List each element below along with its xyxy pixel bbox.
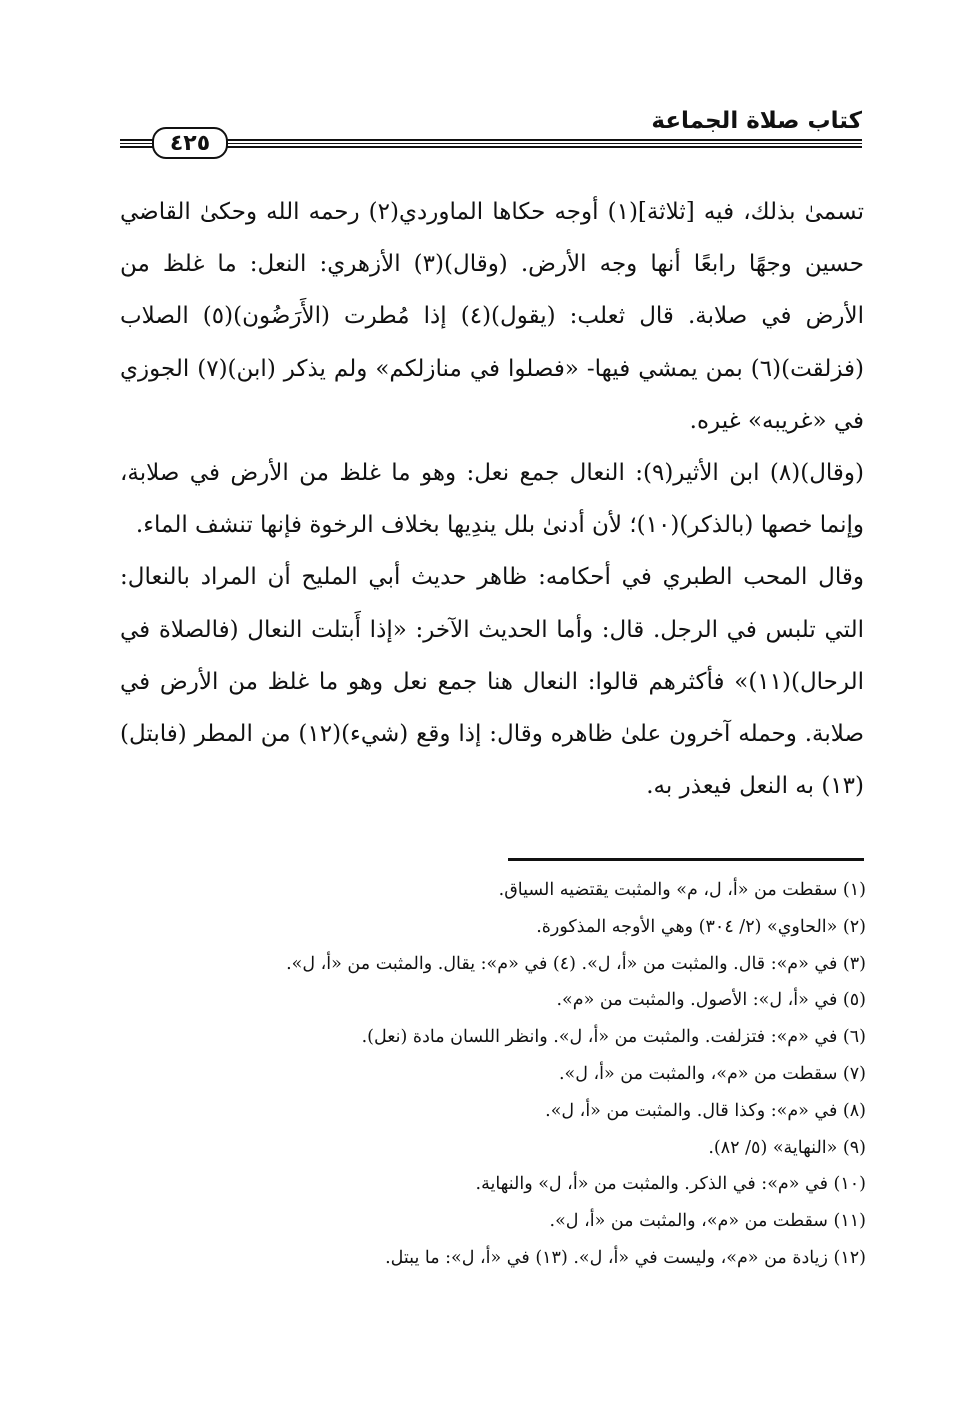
footnote: (١) سقطت من «أ، ل، م» والمثبت يقتضيه السياق. xyxy=(498,880,866,900)
footnote: (١٠) في «م»: في الذكر. والمثبت من «أ، ل» والنهاية. xyxy=(475,1174,866,1195)
footnote-separator xyxy=(508,858,864,861)
paragraph: وقال المحب الطبري في أحكامه: ظاهر حديث أبي المليح أن المراد بالنعال: التي تلبس في الرجل. قال: وأما الحديث الآخر: «إذا أَبتلت النعال (فالصلاة في الرحال)(١١)» فأكثرهم قالوا: النعال هنا جمع نعل وهو ما غلظ من الأرض في صلابة. وحمله آخرون علىٰ ظاهره وقال: إذا وقع (شيء)(١٢) من المطر (فابتل)(١٣) به النعل فيعذر به. xyxy=(120,564,864,800)
paragraph: (وقال)(٨) ابن الأثير(٩): النعال جمع نعل: وهو ما غلظ من الأرض في صلابة، وإنما خصها (بالذكر)(١٠)؛ لأن أدنىٰ بلل يندِيها بخلاف الرخوة فإنها تنشف الماء. xyxy=(120,460,864,539)
footnotes xyxy=(120,872,866,1277)
footnote: (٣) في «م»: قال. والمثبت من «أ، ل». (٤) في «م»: يقال. والمثبت من «أ، ل». xyxy=(286,953,866,974)
footnote: (٩) «النهاية» (٥/ ٨٢). xyxy=(708,1137,866,1158)
footnote: (٧) سقطت من «م»، والمثبت من «أ، ل». xyxy=(558,1063,866,1084)
main-text xyxy=(120,186,864,812)
paragraph: تسمىٰ بذلك، فيه [ثلاثة](١) أوجه حكاها الماوردي(٢) رحمه الله وحكىٰ القاضي حسين وجهًا رابعًا أنها وجه الأرض. (وقال)(٣) الأزهري: النعل: ما غلظ من الأرض في صلابة. قال ثعلب: (يقول)(٤) إذا مُطرت (الأَرَضُون)(٥) الصلاب (فزلقت)(٦) بمن يمشي فيها- «فصلوا في منازلكم» ولم يذكر (ابن)(٧) الجوزي في «غريبه» غيره. xyxy=(120,199,865,434)
footnote: (١٢) زيادة من «م»، وليست في «أ، ل». (١٣) في «أ، ل»: ما يبتل. xyxy=(385,1247,866,1268)
footnote: (١١) سقطت من «م»، والمثبت من «أ، ل». xyxy=(549,1211,866,1232)
running-header-title: كتاب صلاة الجماعة xyxy=(651,108,862,134)
footnote: (٨) في «م»: وكذا قال. والمثبت من «أ، ل». xyxy=(545,1100,866,1121)
footnote: (٢) «الحاوي» (٢/ ٣٠٤) وهي الأوجه المذكورة. xyxy=(536,916,866,937)
header-rule xyxy=(120,139,862,148)
footnote: (٥) في «أ، ل»: الأصول. والمثبت من «م». xyxy=(556,990,866,1011)
footnote: (٦) في «م»: فتزلفت. والمثبت من «أ، ل». وانظر اللسان مادة (نعل). xyxy=(361,1027,866,1048)
page-number: ٤٢٥ xyxy=(152,127,228,159)
